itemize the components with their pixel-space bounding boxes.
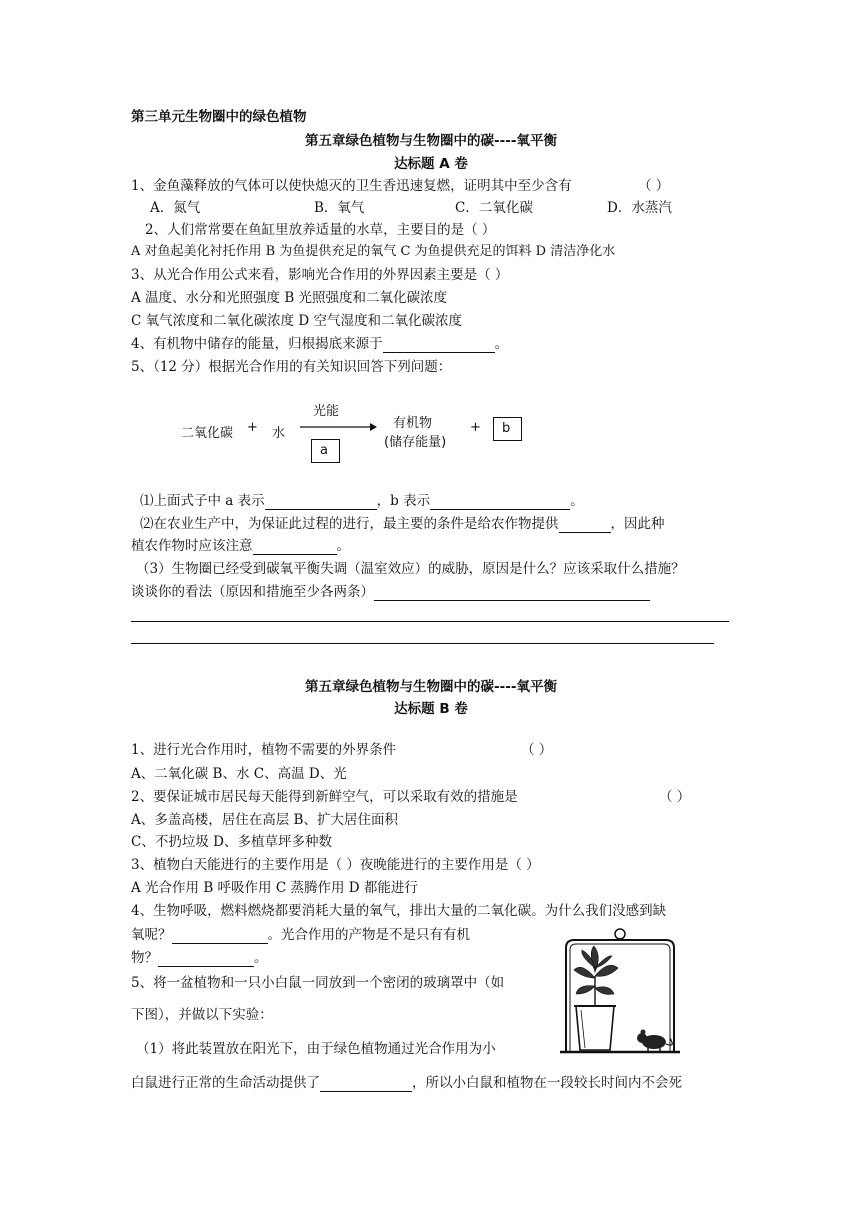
eq-reactant-water: 水 <box>272 426 286 441</box>
b-q4-line2 <box>131 926 470 944</box>
a-q1-option-c: C．二氧化碳 <box>455 200 533 216</box>
box-b-label: b <box>502 421 511 436</box>
a-q5-2-line2-text: 植农作物时应该注意 <box>131 538 253 554</box>
b-question-3: 3、植物白天能进行的主要作用是（ ）夜晚能进行的主要作用是（ ） <box>131 857 540 873</box>
a-question-4 <box>131 335 508 353</box>
a-q5-part-3: （3）生物圈已经受到碳氧平衡失调（温室效应）的威胁，原因是什么？应该采取什么措施？ <box>136 561 685 577</box>
section-a-subtitle: 达标题 A 卷 <box>394 156 468 172</box>
a-q2-options: A 对鱼起美化衬托作用 B 为鱼提供充足的氧气 C 为鱼提供充足的饵料 D 清洁净化水 <box>131 244 616 259</box>
b-q4-blank-1[interactable] <box>172 929 268 944</box>
section-b-subtitle: 达标题 B 卷 <box>394 701 468 717</box>
a-q5-1-blank-a[interactable] <box>265 495 377 510</box>
box-a-label: a <box>320 443 328 458</box>
b-q4-line2-text: 氧呢？ <box>131 927 172 943</box>
a-question-2: 2、人们常常要在鱼缸里放养适量的水草，主要目的是（ ） <box>145 222 496 238</box>
section-a-chapter-title: 第五章绿色植物与生物圈中的碳----氧平衡 <box>305 133 557 149</box>
a-q5-2-text: ⑵在农业生产中，为保证此过程的进行，最主要的条件是给农作物提供 <box>140 516 559 532</box>
unit-title: 第三单元生物圈中的绿色植物 <box>131 109 307 125</box>
b-q2-options-line1: A、多盖高楼，居住在高层 B、扩大居住面积 <box>131 812 398 828</box>
b-q5-1-line2-text: 白鼠进行正常的生命活动提供了 <box>131 1075 320 1091</box>
b-q1-options: A、二氧化碳 B、水 C、高温 D、光 <box>131 766 347 782</box>
b-q5-part-1: （1）将此装置放在阳光下，由于绿色植物通过光合作用为小 <box>136 1041 496 1057</box>
a-question-3: 3、从光合作用公式来看，影响光合作用的外界因素主要是（ ） <box>131 267 509 283</box>
b-question-2: 2、要保证城市居民每天能得到新鲜空气，可以采取有效的措施是 <box>131 789 518 805</box>
b-question-1: 1、进行光合作用时，植物不需要的外界条件 <box>131 742 397 758</box>
b-q4-blank-2[interactable] <box>158 952 254 967</box>
b-question-5: 5、将一盆植物和一只小白鼠一同放到一个密闭的玻璃罩中（如 <box>131 975 505 991</box>
b-q1-answer-paren: （ ） <box>521 742 553 758</box>
a-q5-3-blank[interactable] <box>374 586 650 601</box>
a-q4-end: 。 <box>494 336 509 352</box>
b-q5-line2: 下图），并做以下实验： <box>131 1007 273 1023</box>
answer-line-2[interactable] <box>131 643 714 644</box>
section-b-chapter-title: 第五章绿色植物与生物圈中的碳----氧平衡 <box>305 679 557 695</box>
a-q5-part-3-line2 <box>131 583 650 601</box>
b-q2-options-line2: C、不扔垃圾 D、多植草坪多种数 <box>131 834 332 850</box>
b-q4-line3-end: 。 <box>254 950 268 966</box>
a-q4-blank[interactable] <box>383 338 495 353</box>
eq-reactant-co2: 二氧化碳 <box>181 426 234 441</box>
eq-plus-2: + <box>470 420 481 435</box>
mouse-icon <box>637 1030 672 1053</box>
a-q5-2-blank-1[interactable] <box>559 518 611 533</box>
a-q3-options-line1: A 温度、水分和光照强度 B 光照强度和二氧化碳浓度 <box>131 290 448 306</box>
a-q5-3-line2-text: 谈谈你的看法（原因和措施至少各两条） <box>131 584 374 600</box>
a-q3-options-line2: C 氧气浓度和二氧化碳浓度 D 空气湿度和二氧化碳浓度 <box>131 313 463 329</box>
eq-product-energy-note: (储存能量) <box>384 435 447 450</box>
a-question-5: 5、（12 分）根据光合作用的有关知识回答下列问题： <box>131 359 452 375</box>
a-q5-1-mid: ，b 表示 <box>376 493 431 509</box>
a-q1-option-b: B．氧气 <box>314 200 365 216</box>
a-question-1 <box>131 177 572 195</box>
b-q5-part-1-line2 <box>131 1074 682 1092</box>
a-q1-option-a: A．氮气 <box>150 200 201 216</box>
b-q4-line3 <box>131 949 268 967</box>
a-q5-1-text: ⑴上面式子中 a 表示 <box>140 493 265 509</box>
a-q5-part-2-line2 <box>131 537 350 555</box>
a-q1-answer-paren: （ ） <box>638 178 670 194</box>
a-q5-2-blank-2[interactable] <box>253 540 337 555</box>
b-q3-options: A 光合作用 B 呼吸作用 C 蒸腾作用 D 都能进行 <box>131 880 418 896</box>
a-q5-part-1 <box>140 492 584 510</box>
a-q1-option-d: D．水蒸汽 <box>607 200 672 216</box>
b-q5-1-blank[interactable] <box>320 1077 412 1092</box>
a-q4-text: 4、有机物中储存的能量，归根揭底来源于 <box>131 336 383 352</box>
eq-arrow-icon <box>298 420 378 434</box>
answer-line-1[interactable] <box>131 621 729 622</box>
b-q5-1-line2-post: ，所以小白鼠和植物在一段较长时间内不会死 <box>412 1075 682 1091</box>
eq-product-organic: 有机物 <box>393 416 433 431</box>
a-q5-2-line2-end: 。 <box>336 538 350 554</box>
a-q5-1-blank-b[interactable] <box>430 495 570 510</box>
b-q4-line2-post: 。光合作用的产物是不是只有有机 <box>267 927 470 943</box>
eq-condition-light: 光能 <box>313 404 340 419</box>
a-q5-2-mid: ，因此种 <box>610 516 665 532</box>
a-q5-1-end: 。 <box>570 493 584 509</box>
bell-jar-plant-mouse-illustration <box>552 926 688 1056</box>
b-q4-line3-text: 物？ <box>131 950 158 966</box>
eq-plus-1: + <box>247 420 258 435</box>
b-q2-answer-paren: （ ） <box>659 789 691 805</box>
a-q5-part-2 <box>140 515 665 533</box>
b-question-4: 4、生物呼吸，燃料燃烧都要消耗大量的氧气，排出大量的二氧化碳。为什么我们没感到缺 <box>131 903 667 919</box>
a-q1-text: 1、金鱼藻释放的气体可以使快熄灭的卫生香迅速复燃，证明其中至少含有 <box>131 178 572 194</box>
